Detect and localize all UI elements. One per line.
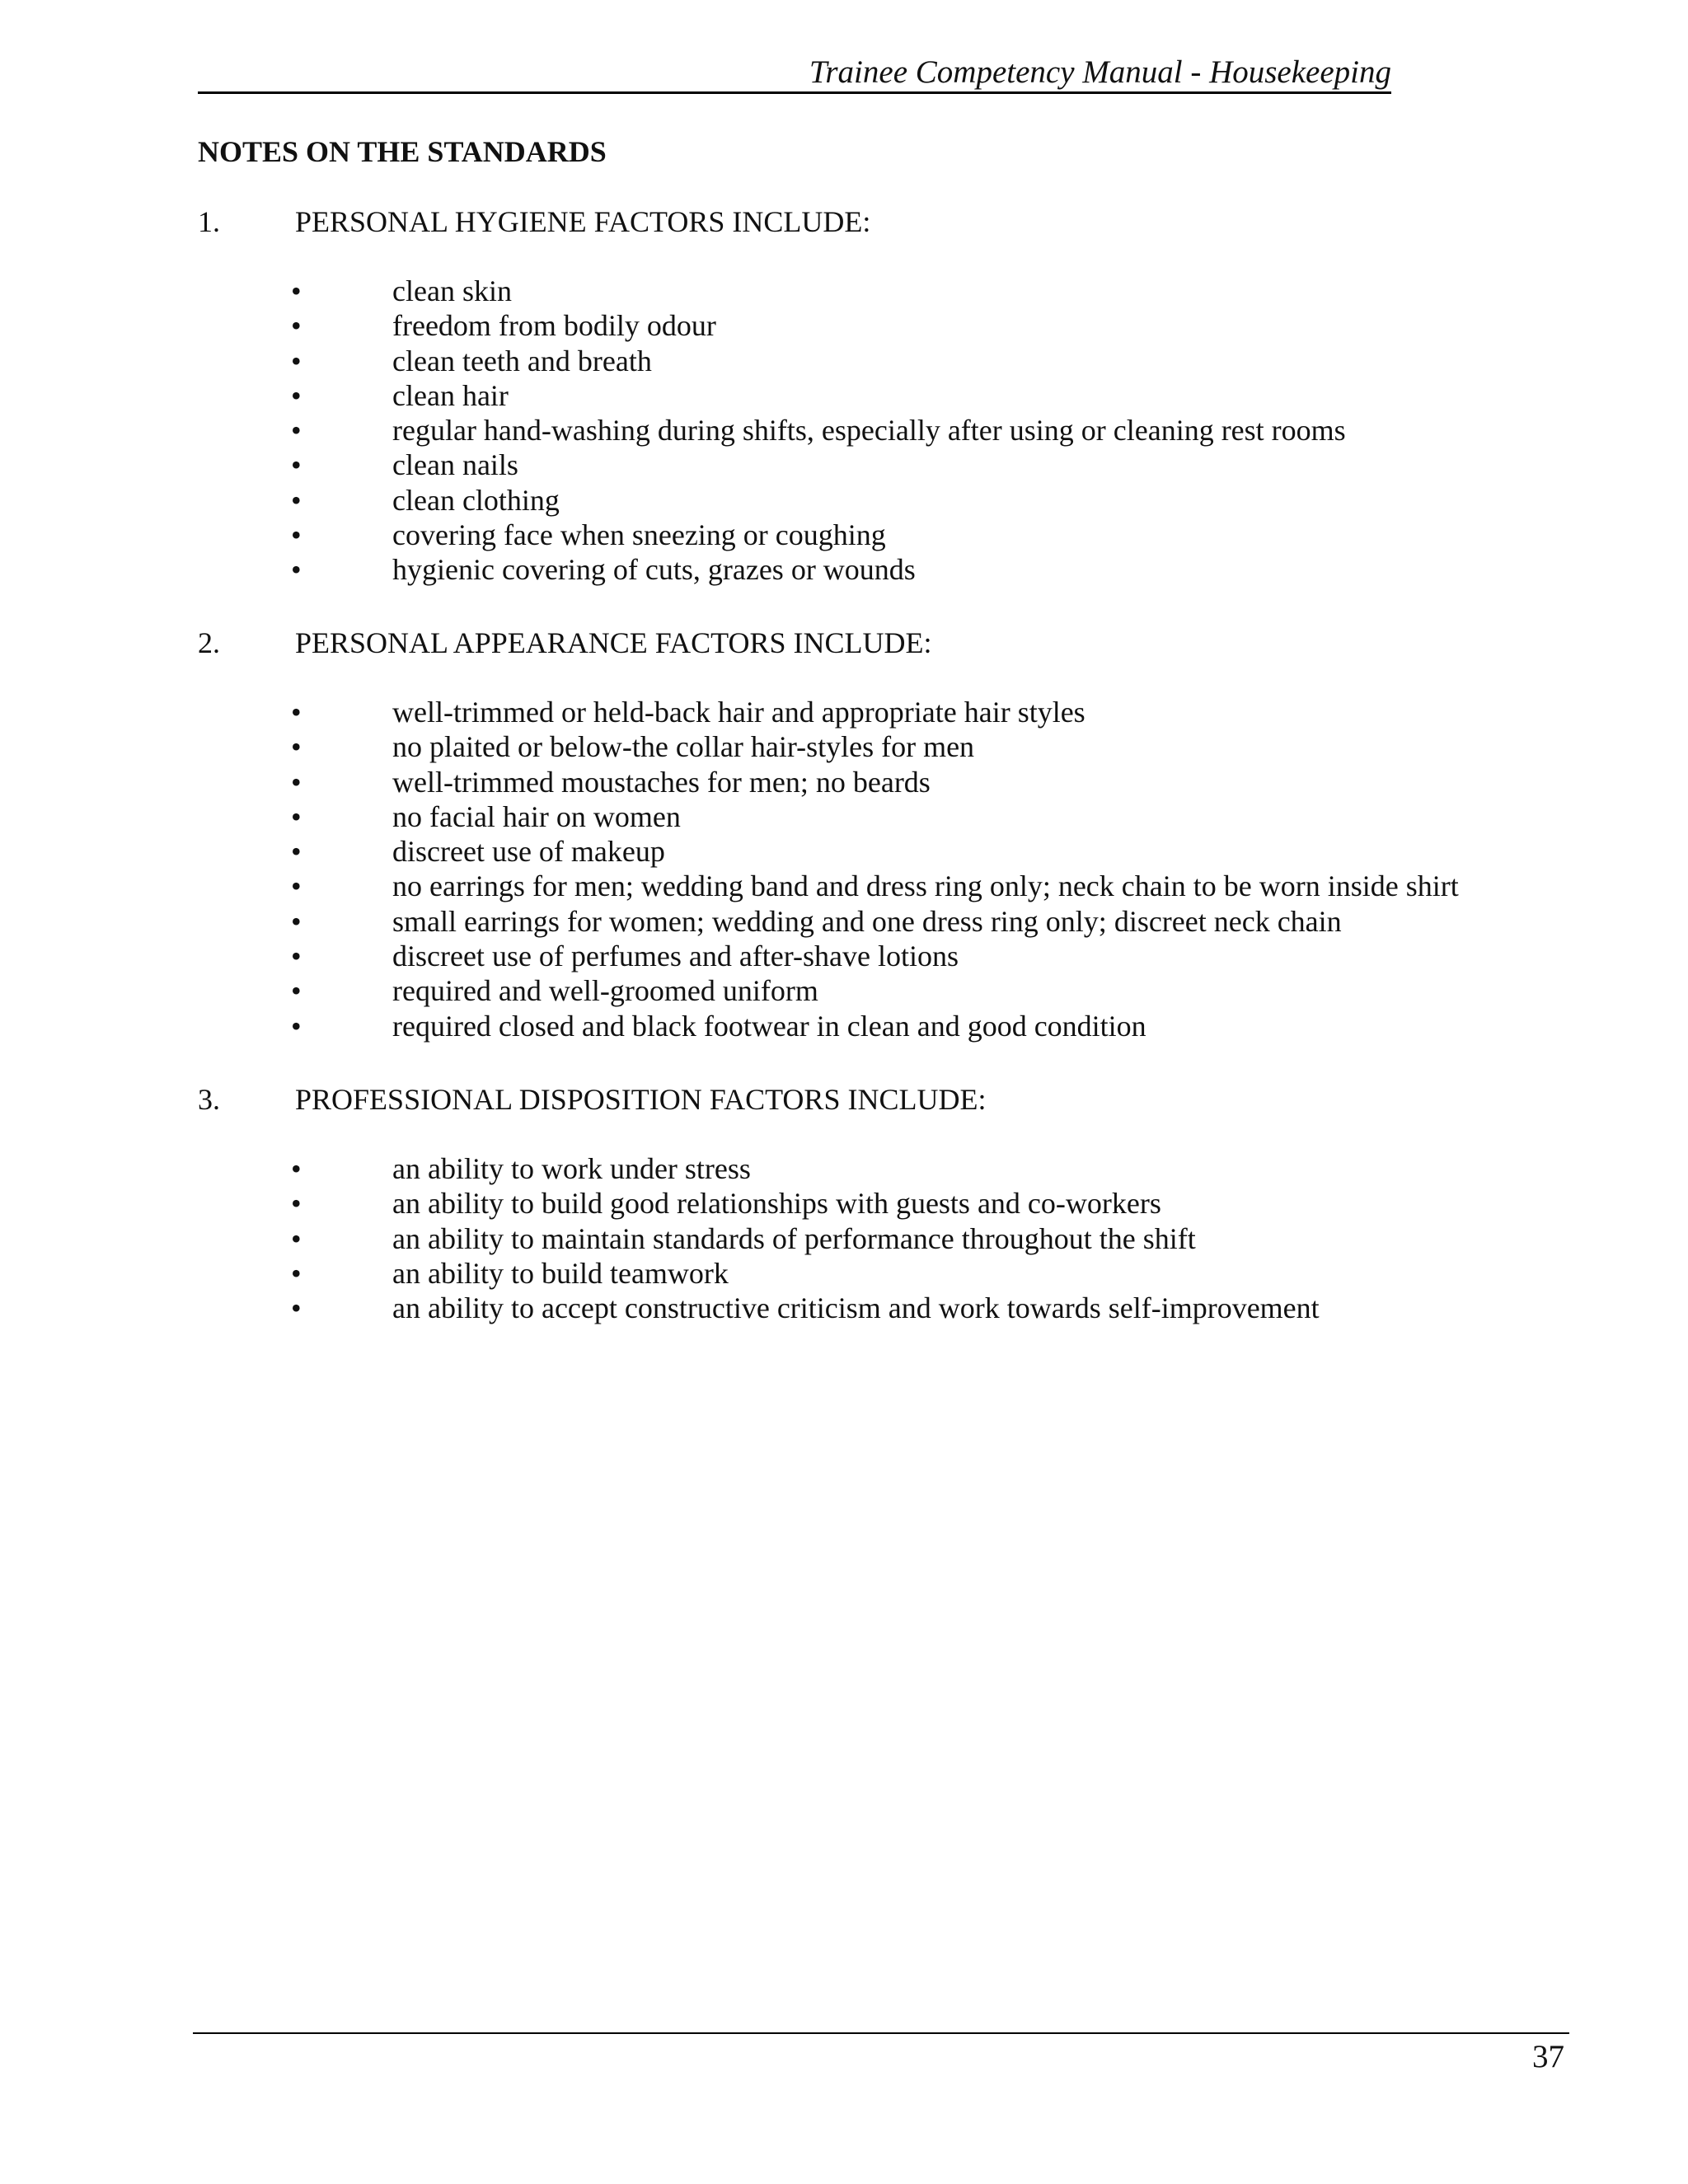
list-item [198, 518, 1517, 552]
list-item [198, 1009, 1517, 1043]
bullet-list [198, 1151, 1517, 1325]
bullet-icon: • [291, 835, 302, 869]
list-item [198, 834, 1517, 869]
running-header-title: Trainee Competency Manual - Housekeeping [809, 54, 1391, 90]
bullet-icon: • [291, 696, 302, 729]
list-item [198, 765, 1517, 799]
list-item-text: required and well-groomed uniform [392, 974, 818, 1008]
list-item-text: well-trimmed or held-back hair and appropriate hair styles [392, 696, 1085, 729]
section-number: 3. [198, 1083, 220, 1116]
list-item-text: regular hand-washing during shifts, especially after using or cleaning rest rooms [392, 414, 1346, 448]
bullet-icon: • [291, 869, 302, 903]
bullet-icon: • [291, 904, 302, 938]
list-item-text: clean clothing [392, 483, 560, 517]
bullet-icon: • [291, 378, 302, 412]
bullet-icon: • [291, 518, 302, 552]
list-item [198, 448, 1517, 482]
bullet-icon: • [291, 344, 302, 377]
page-heading: NOTES ON THE STANDARDS [198, 135, 607, 168]
list-item [198, 1256, 1517, 1291]
list-item [198, 308, 1517, 343]
bullet-icon: • [291, 414, 302, 448]
list-item-text: covering face when sneezing or coughing [392, 518, 886, 552]
list-item [198, 1221, 1517, 1256]
list-item [198, 904, 1517, 939]
list-item-text: an ability to maintain standards of performance throughout the shift [392, 1221, 1196, 1255]
list-item-text: no earrings for men; wedding band and dress ring only; neck chain to be worn inside shirt [392, 869, 1459, 903]
bullet-icon: • [291, 309, 302, 343]
list-item-text: hygienic covering of cuts, grazes or wounds [392, 553, 916, 587]
list-item [198, 1151, 1517, 1186]
list-item-text: discreet use of makeup [392, 835, 665, 869]
list-item-text: clean teeth and breath [392, 344, 652, 377]
bullet-icon: • [291, 1009, 302, 1043]
bullet-icon: • [291, 1256, 302, 1290]
list-item [198, 274, 1517, 308]
section-heading [198, 204, 1517, 239]
list-item-text: an ability to build teamwork [392, 1256, 729, 1290]
list-item [198, 695, 1517, 729]
list-item-text: no plaited or below-the collar hair-styles for men [392, 730, 975, 764]
bullet-icon: • [291, 799, 302, 833]
list-item [198, 1291, 1517, 1325]
list-item [198, 344, 1517, 378]
bullet-icon: • [291, 553, 302, 587]
list-item-text: discreet use of perfumes and after-shave lotions [392, 940, 959, 973]
list-item-text: small earrings for women; wedding and one dress ring only; discreet neck chain [392, 904, 1342, 938]
section-professional-disposition [198, 1082, 1517, 1325]
header-rule [198, 91, 1391, 94]
page-number: 37 [1532, 2039, 1564, 2074]
section-title: PERSONAL APPEARANCE FACTORS INCLUDE: [295, 626, 932, 659]
section-personal-appearance [198, 626, 1517, 1043]
section-title: PERSONAL HYGIENE FACTORS INCLUDE: [295, 205, 871, 238]
list-item-text: required closed and black footwear in clean and good condition [392, 1009, 1146, 1043]
list-item [198, 413, 1517, 448]
section-heading [198, 626, 1517, 660]
footer-rule [193, 2032, 1569, 2034]
bullet-icon: • [291, 1152, 302, 1185]
list-item-text: well-trimmed moustaches for men; no beards [392, 765, 931, 799]
bullet-list [198, 695, 1517, 1043]
list-item-text: an ability to build good relationships with guests and co-workers [392, 1187, 1161, 1221]
bullet-icon: • [291, 730, 302, 764]
bullet-icon: • [291, 1221, 302, 1255]
section-title: PROFESSIONAL DISPOSITION FACTORS INCLUDE: [295, 1083, 987, 1116]
list-item-text: an ability to work under stress [392, 1152, 751, 1185]
list-item [198, 729, 1517, 764]
bullet-icon: • [291, 765, 302, 799]
bullet-icon: • [291, 274, 302, 307]
list-item [198, 378, 1517, 413]
list-item [198, 799, 1517, 834]
list-item-text: clean skin [392, 274, 512, 307]
bullet-icon: • [291, 483, 302, 517]
section-number: 1. [198, 205, 220, 238]
list-item [198, 869, 1517, 903]
list-item [198, 973, 1517, 1008]
bullet-icon: • [291, 448, 302, 482]
list-item [198, 483, 1517, 518]
list-item-text: clean nails [392, 448, 518, 482]
section-heading [198, 1082, 1517, 1117]
section-personal-hygiene [198, 204, 1517, 588]
list-item-text: an ability to accept constructive criticism and work towards self-improvement [392, 1291, 1320, 1325]
list-item-text: no facial hair on women [392, 799, 681, 833]
section-number: 2. [198, 626, 220, 659]
bullet-icon: • [291, 974, 302, 1008]
bullet-icon: • [291, 1187, 302, 1221]
list-item-text: freedom from bodily odour [392, 309, 716, 343]
list-item [198, 552, 1517, 587]
list-item [198, 939, 1517, 973]
list-item-text: clean hair [392, 378, 509, 412]
bullet-list [198, 274, 1517, 588]
list-item [198, 1186, 1517, 1221]
bullet-icon: • [291, 940, 302, 973]
bullet-icon: • [291, 1291, 302, 1325]
